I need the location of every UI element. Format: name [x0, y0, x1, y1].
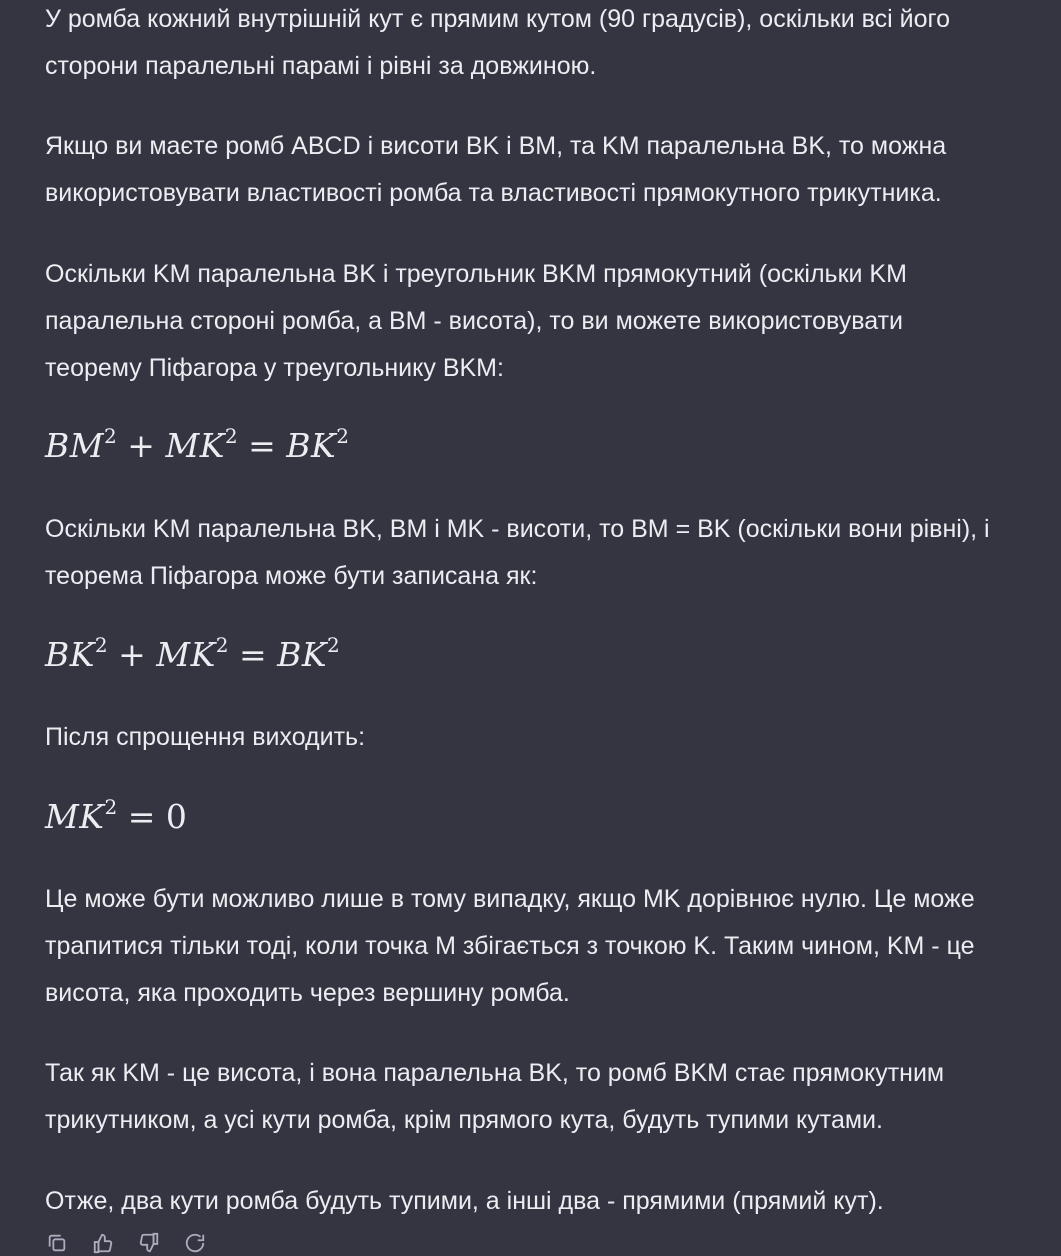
text-line: використовувати властивості ромба та властивості прямокутного трикутника.: [45, 179, 942, 207]
equation-substituted: [45, 635, 340, 675]
math-operator: =: [127, 797, 156, 836]
paragraph: [45, 714, 365, 761]
copy-icon[interactable]: [45, 1232, 69, 1256]
text-line: Якщо ви маєте ромб ABCD і висоти BK і BM, та KM паралельна BK, то можна: [45, 132, 947, 160]
paragraph: [45, 876, 975, 1017]
text-line: паралельна стороні ромба, а BM - висота), то ви можете використовувати: [45, 307, 904, 335]
math-operator: =: [248, 426, 277, 465]
math-term: BK: [45, 635, 95, 674]
math-exponent: 2: [327, 633, 341, 657]
math-operator: =: [238, 635, 268, 674]
paragraph: [45, 123, 946, 217]
text-line: сторони паралельні парамі і рівні за довжиною.: [45, 52, 597, 80]
math-exponent: 2: [336, 424, 350, 448]
paragraph: [45, 251, 907, 392]
math-exponent: 2: [94, 633, 109, 657]
math-exponent: 2: [104, 424, 118, 448]
paragraph: [45, 0, 950, 90]
equation-simplified: [45, 797, 187, 837]
paragraph: [45, 506, 990, 600]
math-exponent: 2: [104, 795, 118, 819]
math-value: 0: [165, 797, 188, 836]
text-line: Отже, два кути ромба будуть тупими, а інші два - прямими (прямий кут).: [45, 1187, 884, 1215]
text-line: теорему Піфагора у треугольнику BKM:: [45, 354, 504, 382]
math-operator: +: [118, 635, 147, 674]
math-term: MK: [156, 635, 216, 674]
text-line: У ромба кожний внутрішній кут є прямим кутом (90 градусів), оскільки всі його: [45, 5, 950, 33]
equation-pythagoras: [45, 426, 349, 466]
text-line: трапитися тільки тоді, коли точка M збігається з точкою K. Таким чином, KM - це: [45, 932, 975, 960]
text-line: трикутником, а усі кути ромба, крім прямого кута, будуть тупими кутами.: [45, 1106, 883, 1134]
math-exponent: 2: [224, 424, 239, 448]
regenerate-icon[interactable]: [183, 1232, 207, 1256]
message-actions: [45, 1232, 207, 1256]
paragraph: [45, 1050, 944, 1144]
math-term: MK: [165, 426, 225, 465]
math-term: BK: [277, 635, 328, 674]
thumbs-up-icon[interactable]: [91, 1232, 115, 1256]
text-line: теорема Піфагора може бути записана як:: [45, 562, 538, 590]
paragraph: [45, 1178, 884, 1225]
math-term: MK: [45, 797, 105, 836]
text-line: Так як KM - це висота, і вона паралельна BK, то ромб BKM стає прямокутним: [45, 1059, 945, 1087]
math-operator: +: [127, 426, 156, 465]
text-line: Оскільки KM паралельна BK і треугольник BKM прямокутний (оскільки KM: [45, 260, 907, 288]
text-line: висота, яка проходить через вершину ромба.: [45, 979, 570, 1007]
text-line: Оскільки KM паралельна BK, BM і MK - висоти, то BM = BK (оскільки вони рівні), і: [45, 515, 990, 543]
text-line: Це може бути можливо лише в тому випадку, якщо MK дорівнює нулю. Це може: [45, 885, 975, 913]
thumbs-down-icon[interactable]: [137, 1232, 161, 1256]
math-exponent: 2: [215, 633, 229, 657]
math-term: BM: [45, 426, 105, 465]
math-term: BK: [286, 426, 337, 465]
text-line: Після спрощення виходить:: [45, 723, 366, 751]
